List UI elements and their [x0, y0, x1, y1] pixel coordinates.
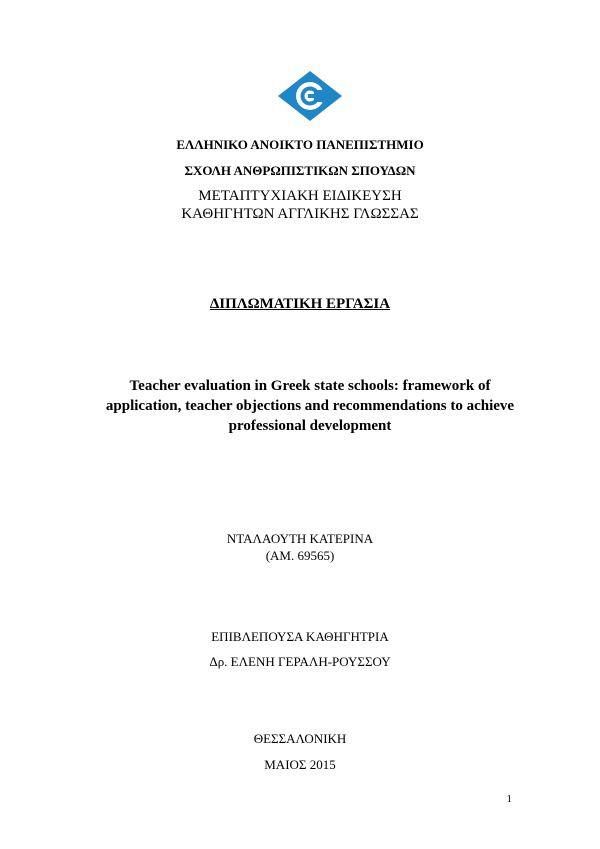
thesis-title: Teacher evaluation in Greek state schools: framework of application, teacher objections and recommendations to achieve professional development: [105, 378, 515, 434]
university-name: ΕΛΛΗΝΙΚΟ ΑΝΟΙΚΤΟ ΠΑΝΕΠΙΣΤΗΜΙΟ: [176, 137, 424, 152]
school-name: ΣΧΟΛΗ ΑΝΘΡΩΠΙΣΤΙΚΩΝ ΣΠΟΥΔΩΝ: [184, 163, 416, 178]
program-line-2: ΚΑΘΗΓΗΤΩΝ ΑΓΓΛΙΚΗΣ ΓΛΩΣΣΑΣ: [181, 206, 419, 222]
author-name: ΝΤΑΛΑΟΥΤΗ ΚΑΤΕΡΙΝΑ: [226, 531, 374, 546]
student-id: (ΑΜ. 69565): [265, 548, 335, 563]
supervisor-name: Δρ. ΕΛΕΝΗ ΓΕΡΑΛΗ-ΡΟΥΣΣΟΥ: [209, 654, 391, 669]
university-logo-icon: [277, 70, 343, 122]
page-number: 1: [506, 793, 512, 805]
date: ΜΑΙΟΣ 2015: [264, 757, 336, 772]
program-line-1: ΜΕΤΑΠΤΥΧΙΑΚΗ ΕΙΔΙΚΕΥΣΗ: [198, 188, 402, 204]
supervisor-label: ΕΠΙΒΛΕΠΟΥΣΑ ΚΑΘΗΓΗΤΡΙΑ: [211, 629, 389, 644]
city: ΘΕΣΣΑΛΟΝΙΚΗ: [253, 731, 347, 746]
document-type-title: ΔΙΠΛΩΜΑΤΙΚΗ ΕΡΓΑΣΙΑ: [209, 296, 391, 312]
